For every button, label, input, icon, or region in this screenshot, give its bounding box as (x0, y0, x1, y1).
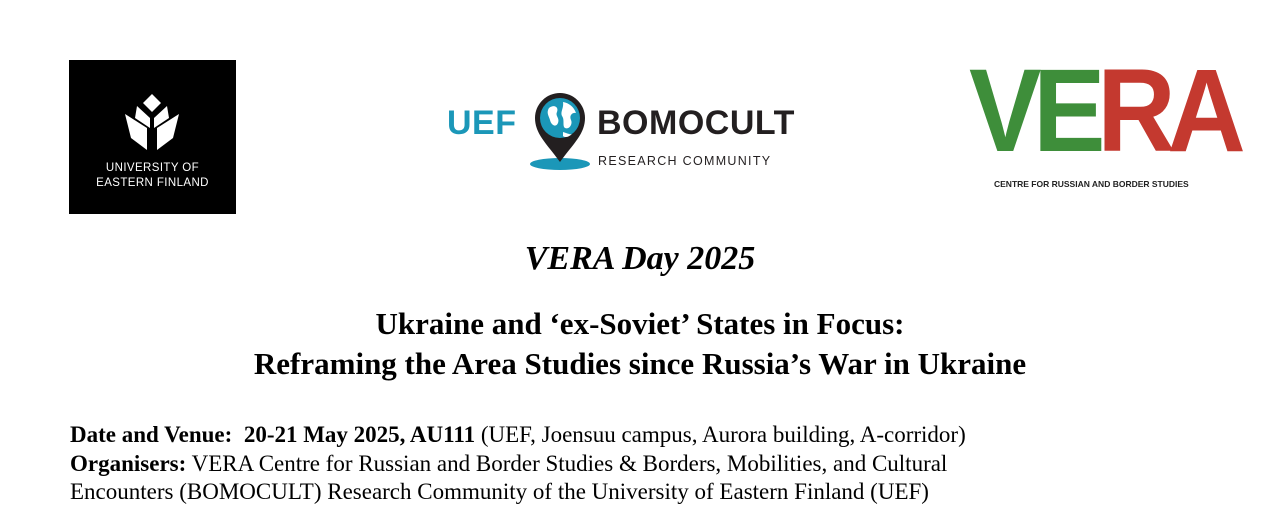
vera-logo (969, 45, 1238, 190)
vera-logo-subtitle: CENTRE FOR RUSSIAN AND BORDER STUDIES (994, 179, 1189, 189)
uef-logo (69, 60, 236, 214)
organisers-label: Organisers: (70, 451, 187, 476)
vera-logo-green: VE (969, 45, 1098, 177)
date-venue-value: 20-21 May 2025, AU111 (243, 422, 476, 447)
globe-pin-icon (527, 88, 593, 170)
organisers-line (70, 450, 947, 478)
bomocult-logo (447, 88, 837, 178)
uef-logo-line1: UNIVERSITY OF (105, 162, 200, 174)
vera-logo-red: RA (1097, 45, 1238, 177)
bomocult-logo-name: BOMOCULT (597, 104, 795, 142)
date-venue-line (70, 421, 966, 449)
event-title: VERA Day 2025 (524, 240, 756, 277)
venue-note: (UEF, Joensuu campus, Aurora building, A-corridor) (475, 422, 966, 447)
uef-emblem-icon (121, 92, 183, 154)
bomocult-logo-prefix: UEF (447, 104, 517, 142)
date-venue-label: Date and Venue: (70, 422, 233, 447)
vera-logo-wordmark (969, 45, 1238, 177)
uef-logo-line2: EASTERN FINLAND (96, 177, 209, 189)
headline-line1: Ukraine and ‘ex-Soviet’ States in Focus: (375, 306, 905, 341)
organisers-text-1: VERA Centre for Russian and Border Studies & Borders, Mobilities, and Cultural (186, 451, 948, 476)
headline-line2: Reframing the Area Studies since Russia’s War in Ukraine (253, 346, 1027, 381)
organisers-line-2: Encounters (BOMOCULT) Research Community of the University of Eastern Finland (UEF) (70, 479, 929, 504)
bomocult-logo-subtitle: RESEARCH COMMUNITY (598, 154, 772, 168)
